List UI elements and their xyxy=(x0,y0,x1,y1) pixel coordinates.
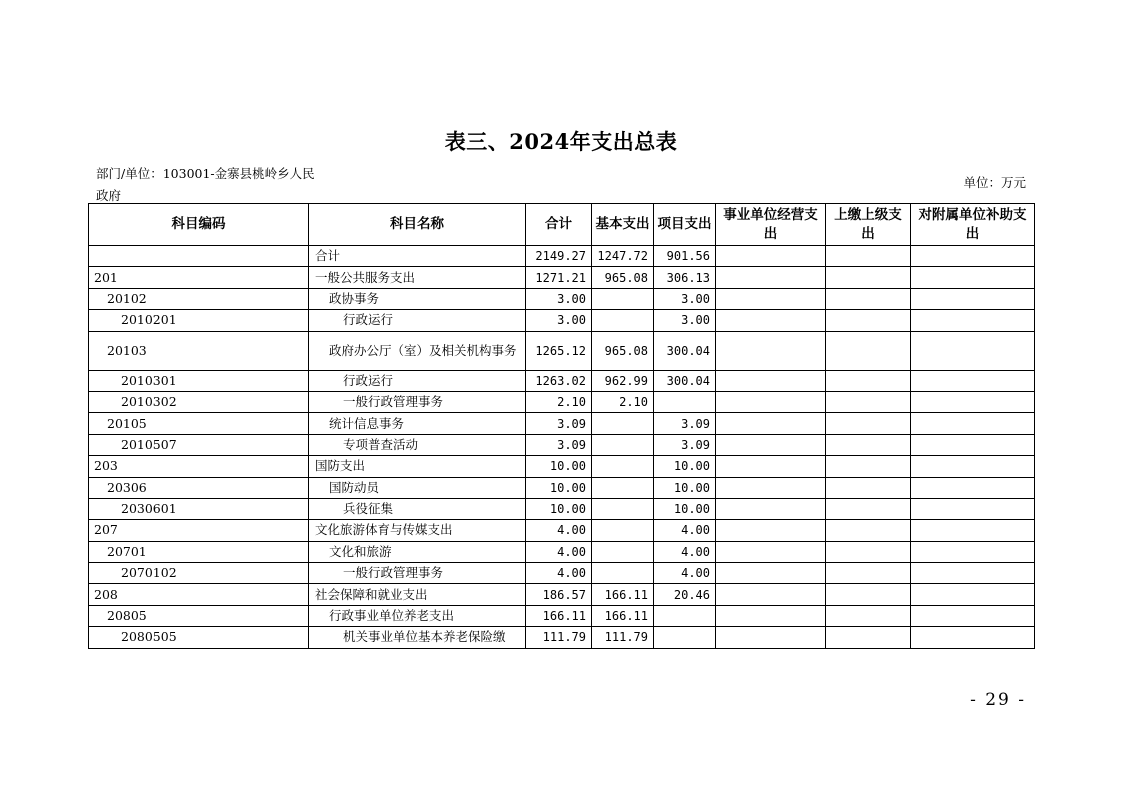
row-project: 306.13 xyxy=(654,267,716,288)
row-business xyxy=(716,391,826,412)
row-subsidy xyxy=(911,246,1035,267)
row-subsidy xyxy=(911,498,1035,519)
row-remit xyxy=(826,391,911,412)
row-basic xyxy=(592,477,654,498)
row-name: 一般行政管理事务 xyxy=(309,391,526,412)
row-code: 2070102 xyxy=(89,563,309,584)
department-label: 部门/单位：103001-金寨县桃岭乡人民政府 xyxy=(96,166,315,203)
row-name: 国防动员 xyxy=(309,477,526,498)
row-business xyxy=(716,627,826,648)
row-name: 社会保障和就业支出 xyxy=(309,584,526,605)
row-subsidy xyxy=(911,331,1035,370)
row-code: 2010201 xyxy=(89,310,309,331)
header-name: 科目名称 xyxy=(309,204,526,246)
row-total: 4.00 xyxy=(526,520,592,541)
row-remit xyxy=(826,605,911,626)
header-code: 科目编码 xyxy=(89,204,309,246)
row-total: 4.00 xyxy=(526,563,592,584)
row-basic: 111.79 xyxy=(592,627,654,648)
row-name: 机关事业单位基本养老保险缴 xyxy=(309,627,526,648)
row-project: 4.00 xyxy=(654,520,716,541)
row-remit xyxy=(826,541,911,562)
row-name: 政府办公厅（室）及相关机构事务 xyxy=(309,331,526,370)
row-total: 1271.21 xyxy=(526,267,592,288)
row-name: 国防支出 xyxy=(309,456,526,477)
header-remit: 上缴上级支出 xyxy=(826,204,911,246)
row-subsidy xyxy=(911,627,1035,648)
row-business xyxy=(716,477,826,498)
row-total: 3.00 xyxy=(526,310,592,331)
row-code: 208 xyxy=(89,584,309,605)
row-subsidy xyxy=(911,288,1035,309)
expenditure-table xyxy=(88,203,1035,649)
table-header-row xyxy=(89,204,1035,246)
row-total: 3.00 xyxy=(526,288,592,309)
row-remit xyxy=(826,563,911,584)
row-subsidy xyxy=(911,584,1035,605)
row-project: 4.00 xyxy=(654,541,716,562)
row-remit xyxy=(826,456,911,477)
row-project xyxy=(654,627,716,648)
row-code: 201 xyxy=(89,267,309,288)
row-name: 文化和旅游 xyxy=(309,541,526,562)
row-subsidy xyxy=(911,477,1035,498)
row-basic: 962.99 xyxy=(592,370,654,391)
table-row xyxy=(89,288,1035,309)
row-basic xyxy=(592,310,654,331)
row-business xyxy=(716,434,826,455)
row-project xyxy=(654,391,716,412)
table-row xyxy=(89,520,1035,541)
row-business xyxy=(716,310,826,331)
row-basic: 2.10 xyxy=(592,391,654,412)
page-number: - 29 - xyxy=(970,690,1026,710)
row-total: 10.00 xyxy=(526,477,592,498)
row-remit xyxy=(826,413,911,434)
table-row xyxy=(89,627,1035,648)
table-row xyxy=(89,413,1035,434)
row-basic xyxy=(592,456,654,477)
row-business xyxy=(716,541,826,562)
header-business: 事业单位经营支出 xyxy=(716,204,826,246)
row-total: 3.09 xyxy=(526,413,592,434)
row-code: 2080505 xyxy=(89,627,309,648)
table-row xyxy=(89,541,1035,562)
row-project: 300.04 xyxy=(654,331,716,370)
row-basic xyxy=(592,541,654,562)
row-project: 4.00 xyxy=(654,563,716,584)
row-name: 行政事业单位养老支出 xyxy=(309,605,526,626)
row-subsidy xyxy=(911,520,1035,541)
row-basic xyxy=(592,563,654,584)
row-business xyxy=(716,246,826,267)
row-subsidy xyxy=(911,434,1035,455)
row-business xyxy=(716,370,826,391)
row-project: 300.04 xyxy=(654,370,716,391)
row-basic xyxy=(592,434,654,455)
table-row xyxy=(89,246,1035,267)
row-code: 20701 xyxy=(89,541,309,562)
row-name: 专项普查活动 xyxy=(309,434,526,455)
row-remit xyxy=(826,267,911,288)
row-project: 3.09 xyxy=(654,413,716,434)
row-total: 2.10 xyxy=(526,391,592,412)
row-project: 10.00 xyxy=(654,456,716,477)
row-total: 10.00 xyxy=(526,498,592,519)
row-basic xyxy=(592,288,654,309)
row-code: 203 xyxy=(89,456,309,477)
row-basic xyxy=(592,520,654,541)
row-subsidy xyxy=(911,370,1035,391)
row-project: 20.46 xyxy=(654,584,716,605)
row-subsidy xyxy=(911,391,1035,412)
row-business xyxy=(716,456,826,477)
table-row xyxy=(89,310,1035,331)
row-basic xyxy=(592,498,654,519)
row-business xyxy=(716,498,826,519)
row-code xyxy=(89,246,309,267)
row-total: 186.57 xyxy=(526,584,592,605)
table-row xyxy=(89,605,1035,626)
row-basic: 166.11 xyxy=(592,605,654,626)
row-project: 3.00 xyxy=(654,310,716,331)
row-subsidy xyxy=(911,456,1035,477)
row-total: 2149.27 xyxy=(526,246,592,267)
row-subsidy xyxy=(911,267,1035,288)
row-code: 20102 xyxy=(89,288,309,309)
row-business xyxy=(716,605,826,626)
row-project: 3.09 xyxy=(654,434,716,455)
row-total: 3.09 xyxy=(526,434,592,455)
row-name: 统计信息事务 xyxy=(309,413,526,434)
row-code: 20306 xyxy=(89,477,309,498)
row-basic: 965.08 xyxy=(592,267,654,288)
row-remit xyxy=(826,584,911,605)
table-row xyxy=(89,563,1035,584)
row-business xyxy=(716,331,826,370)
row-name: 文化旅游体育与传媒支出 xyxy=(309,520,526,541)
row-subsidy xyxy=(911,541,1035,562)
row-business xyxy=(716,520,826,541)
row-project: 10.00 xyxy=(654,498,716,519)
row-basic: 1247.72 xyxy=(592,246,654,267)
table-row xyxy=(89,331,1035,370)
row-total: 1263.02 xyxy=(526,370,592,391)
table-row xyxy=(89,584,1035,605)
row-code: 20805 xyxy=(89,605,309,626)
row-subsidy xyxy=(911,310,1035,331)
row-basic xyxy=(592,413,654,434)
row-name: 兵役征集 xyxy=(309,498,526,519)
row-name: 政协事务 xyxy=(309,288,526,309)
row-project: 10.00 xyxy=(654,477,716,498)
row-remit xyxy=(826,498,911,519)
row-basic: 965.08 xyxy=(592,331,654,370)
row-total: 4.00 xyxy=(526,541,592,562)
table-row xyxy=(89,498,1035,519)
header-subsidy: 对附属单位补助支出 xyxy=(911,204,1035,246)
row-business xyxy=(716,288,826,309)
table-row xyxy=(89,434,1035,455)
row-remit xyxy=(826,370,911,391)
row-code: 2010507 xyxy=(89,434,309,455)
header-basic: 基本支出 xyxy=(592,204,654,246)
table-row xyxy=(89,391,1035,412)
row-total: 166.11 xyxy=(526,605,592,626)
row-total: 10.00 xyxy=(526,456,592,477)
row-business xyxy=(716,584,826,605)
row-name: 行政运行 xyxy=(309,370,526,391)
row-business xyxy=(716,267,826,288)
table-row xyxy=(89,477,1035,498)
row-business xyxy=(716,413,826,434)
row-remit xyxy=(826,246,911,267)
row-name: 合计 xyxy=(309,246,526,267)
row-remit xyxy=(826,477,911,498)
row-code: 2010301 xyxy=(89,370,309,391)
row-project: 901.56 xyxy=(654,246,716,267)
table-row xyxy=(89,370,1035,391)
row-name: 行政运行 xyxy=(309,310,526,331)
table-row xyxy=(89,267,1035,288)
header-total: 合计 xyxy=(526,204,592,246)
row-remit xyxy=(826,288,911,309)
row-name: 一般公共服务支出 xyxy=(309,267,526,288)
row-remit xyxy=(826,310,911,331)
table-row xyxy=(89,456,1035,477)
unit-label: 单位：万元 xyxy=(963,175,1026,190)
header-project: 项目支出 xyxy=(654,204,716,246)
row-code: 207 xyxy=(89,520,309,541)
row-code: 20103 xyxy=(89,331,309,370)
row-subsidy xyxy=(911,563,1035,584)
table-body xyxy=(89,246,1035,649)
row-remit xyxy=(826,331,911,370)
row-basic: 166.11 xyxy=(592,584,654,605)
row-code: 2030601 xyxy=(89,498,309,519)
row-name: 一般行政管理事务 xyxy=(309,563,526,584)
row-total: 1265.12 xyxy=(526,331,592,370)
page-title: 表三、2024年支出总表 xyxy=(444,129,678,154)
row-total: 111.79 xyxy=(526,627,592,648)
row-remit xyxy=(826,434,911,455)
row-code: 20105 xyxy=(89,413,309,434)
row-business xyxy=(716,563,826,584)
row-remit xyxy=(826,520,911,541)
row-project xyxy=(654,605,716,626)
row-code: 2010302 xyxy=(89,391,309,412)
row-subsidy xyxy=(911,605,1035,626)
row-remit xyxy=(826,627,911,648)
row-subsidy xyxy=(911,413,1035,434)
row-project: 3.00 xyxy=(654,288,716,309)
